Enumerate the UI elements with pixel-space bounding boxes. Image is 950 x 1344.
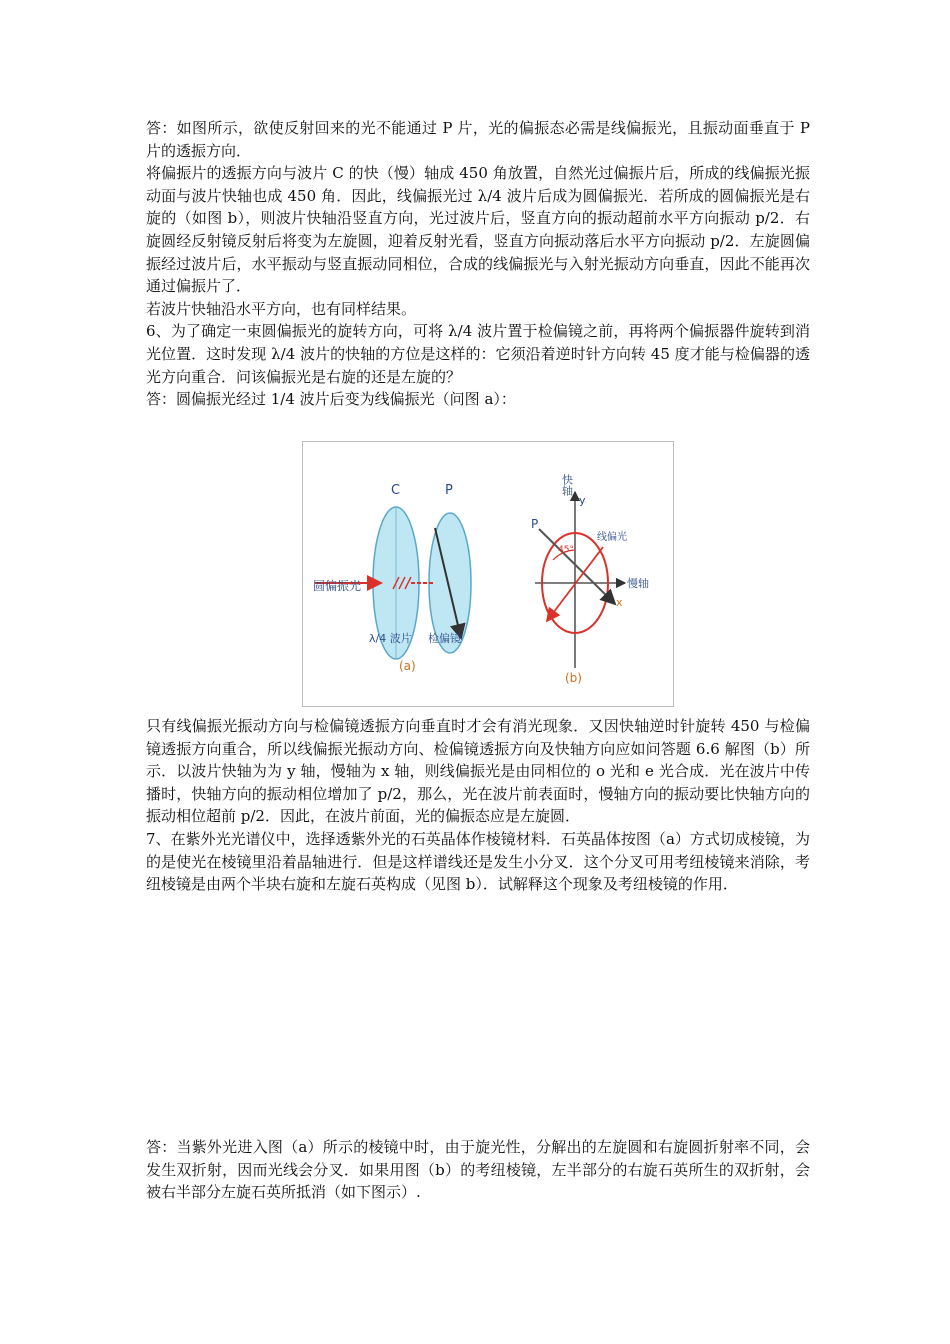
paragraph: 将偏振片的透振方向与波片 C 的快（慢）轴成 450 角放置，自然光过偏振片后，所成的线偏振光振动面与波片快轴也成 450 角．因此，线偏振光过 λ/4 波片后成为圆偏振光．若所成的圆偏振光是右旋的（如图 b），则波片快轴沿竖直方向，光过波片后，竖直方向的振动超前水平方向振动 p/2．右旋圆经反射镜反射后将变为左旋圆，迎着反射光看，竖直方向振动落后水平方向振动 p/2．左旋圆偏振经过波片后，水平振动与竖直振动同相位，合成的线偏振光与入射光振动方向垂直，因此不能再次通过偏振片了． (146, 164, 810, 296)
question-6: 6、为了确定一束圆偏振光的旋转方向，可将 λ/4 波片置于检偏镜之前，再将两个偏振器件旋转到消光位置．这时发现 λ/4 波片的快轴的方位是这样的：它须沿着逆时针方向转 45 度才能与检偏器的透光方向重合．问该偏振光是右旋的还是左旋的？ (146, 322, 810, 386)
label-linear-polarization: 线偏光 (597, 532, 627, 543)
label-figure-b: (b) (565, 671, 582, 685)
label-c: C (391, 483, 401, 498)
label-y: y (579, 494, 586, 507)
label-quarter-wave-plate: λ/4 波片 (369, 632, 412, 645)
figure-svg (303, 442, 675, 708)
label-input-light: 圆偏振光 (313, 579, 362, 593)
paragraph: 只有线偏振光振动方向与检偏镜透振方向垂直时才会有消光现象．又因快轴逆时针旋转 450 与检偏镜透振方向重合，所以线偏振光振动方向、检偏镜透振方向及快轴方向应如问答题 6.6 解图（b）所示．以波片快轴为为 y 轴，慢轴为 x 轴，则线偏振光是由同相位的 o 光和 e 光合成．光在波片中传播时，快轴方向的振动相位增加了 p/2，那么，光在波片前表面时，慢轴方向的振动要比快轴方向的振动相位超前 p/2．因此，在波片前面，光的偏振态应是左旋圆． (146, 717, 810, 826)
label-figure-a: (a) (399, 659, 416, 673)
label-x: x (616, 596, 623, 609)
paragraph: 若波片快轴沿水平方向，也有同样结果。 (146, 299, 417, 318)
polarization-figure (302, 441, 674, 707)
label-slow-axis: 慢轴 (627, 577, 649, 590)
answer-block-top (146, 117, 810, 411)
label-fast-axis: 快轴 (560, 474, 574, 496)
question-7: 7、在紫外光光谱仪中，选择透紫外光的石英晶体作棱镜材料．石英晶体按图（a）方式切成棱镜，为的是使光在棱镜里沿着晶轴进行．但是这样谱线还是发生小分叉．这个分叉可用考纽棱镜来消除，考纽棱镜是由两个半块右旋和左旋石英构成（见图 b）．试解释这个现象及考纽棱镜的作用． (146, 829, 810, 894)
label-angle: 45° (558, 545, 574, 555)
answer-6-intro: 答：圆偏振光经过 1/4 波片后变为线偏振光（问图 a）： (146, 390, 516, 409)
label-analyzer: 检偏镜 (428, 632, 461, 645)
answer-7: 答：当紫外光进入图（a）所示的棱镜中时，由于旋光性，分解出的左旋圆和右旋圆折射率不同，会发生双折射，因而光线会分叉．如果用图（b）的考纽棱镜，左半部分的右旋石英所生的双折射，会被右半部分左旋石英所抵消（如下图示）. (146, 1138, 810, 1202)
label-p-axis: P (531, 517, 539, 531)
label-p: P (445, 483, 453, 498)
paragraph: 答：如图所示，欲使反射回来的光不能通过 P 片，光的偏振态必需是线偏振光，且振动面垂直于 P 片的透振方向． (146, 119, 810, 160)
answer-block-mid (146, 715, 810, 896)
answer-block-bottom (146, 1136, 810, 1204)
